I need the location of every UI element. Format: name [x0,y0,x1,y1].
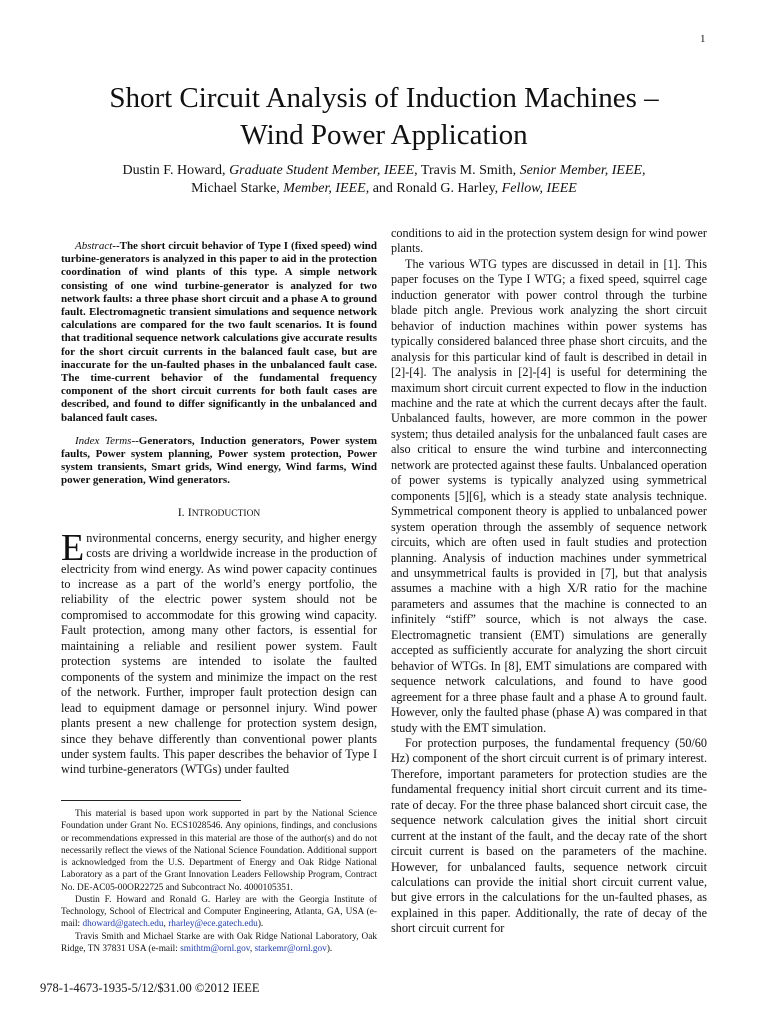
abstract [61,240,377,425]
author-affiliation: Member, IEEE [283,181,366,196]
author-list [40,162,728,198]
abstract-text: --The short circuit behavior of Type I (fixed speed) wind turbine-generators is analyzed in this paper to aid in the protection coordination of wind plants of this type. A simple network consisting of one wind turbine-generator is analyzed for two network faults: a three phase short circuit and a phase A to ground fault. Electromagnetic transient simulations and sequence network calculations are compared for the two fault scenarios. It is found that traditional sequence network calculations give accurate results for the short circuit currents in the balanced fault case, but are inaccurate for the un-faulted phases in the unbalanced fault case. The time-current behavior of the fundamental frequency component of the short circuit currents for both fault cases are described, and found to differ significantly in the unbalanced and balanced fault cases. [61,240,377,424]
email-link[interactable]: smithtm@ornl.gov [180,943,250,954]
introduction-paragraph [61,526,377,778]
title-line-1: Short Circuit Analysis of Induction Machines – [109,82,659,114]
author-name: Michael Starke, [191,181,284,196]
title-line-2: Wind Power Application [240,119,528,151]
author-name: , and Ronald G. Harley, [365,181,502,196]
body-paragraph-2: The various WTG types are discussed in detail in [1]. This paper focuses on the Type I WTG; a fixed speed, squirrel cage induction generator with power control through the turbine blade pitch angle. Previous work analyzing the short circuit behavior of induction machines within power systems has typically considered balanced three phase short circuits, and the analysis for this particular kind of fault is described in detail in [2]-[4]. The analysis in [2]-[4] is useful for determining the maximum short circuit current expected to flow in the induction machine and the rate at which the current decays after the fault. Unbalanced faults, however, are more common in the power system; thus detailed analysis for the unbalanced fault cases are also critical to ensure the wind turbine and interconnecting network are protected against these faults. Unbalanced operation of power systems is typically analyzed using symmetrical components [5][6], which is a steady state analysis technique. Symmetrical component theory is applied to unbalanced power system operation through the assembly of sequence network circuits, which are often used in fault studies and protection planning. Analysis of induction machines under symmetrical and unsymmetrical faults is provided in [7], but that analysis assumes a machine with a high X/R ratio for the machine parameters and assumes that the machine is connected to an infinitely “stiff” source, which is not always the case. Electromagnetic transient (EMT) simulations are generally accepted as sufficiently accurate for analyzing the short circuit behavior of WTGs. In [8], EMT simulations are compared with sequence network calculations, and found to have good agreement for a three phase fault and a phase A to ground fault. However, only the faulted phase (phase A) was compared in that study with the EMT simulation. [391,256,707,735]
abstract-label: Abstract [75,240,113,252]
index-terms-text: --Generators, Induction generators, Power system faults, Power system planning, Power system protection, Power system transients, Smart grids, Wind energy, Wind farms, Wind power generation, Wind generators. [61,434,377,487]
right-column [391,226,707,937]
author-line-2 [40,180,728,198]
author-line-1 [40,162,728,180]
affiliation-footnote-gatech: Dustin F. Howard and Ronald G. Harley are with the Georgia Institute of Technology, School of Electrical and Computer Engineering, Atlanta, GA, USA (e-mail: dhoward@gatech.edu, rharley@ece.gatech.edu). [61,894,377,930]
continued-paragraph: conditions to aid in the protection system design for wind power plants. [391,226,707,256]
email-link[interactable]: starkemr@ornl.gov [254,943,327,954]
affiliation-footnote-ornl: Travis Smith and Michael Starke are with Oak Ridge National Laboratory, Oak Ridge, TN 37831 USA (e-mail: smithtm@ornl.gov, starkemr@ornl.gov). [61,931,377,954]
index-terms-label: Index Terms [75,434,132,447]
drop-cap: E [61,526,85,569]
author-name: Dustin F. Howard, [122,163,230,178]
page-number: 1 [700,33,706,45]
copyright-notice: 978-1-4673-1935-5/12/$31.00 ©2012 IEEE [40,981,260,995]
introduction-text: nvironmental concerns, energy security, and higher energy costs are driving a worldwide increase in the production of electricity from wind energy. As wind power capacity continues to increase as a part of the world’s energy portfolio, the reliability of the electric power system should not be compromised to accommodate for this growing wind capacity. Fault protection, among many other factors, is essential for maintaining a reliable and resilient power system. Fault protection systems are intended to isolate the faulted components of the system and minimize the impact on the rest of the network. Further, improper fault protection design can lead to equipment damage or personnel injury. Wind power plants present a new challenge for protection system design, since they behave differently than conventional power plants under system faults. This paper describes the behavior of Type I wind turbine-generators (WTGs) under faulted [61,530,377,777]
paper-title [40,80,728,154]
left-column [61,240,377,778]
section-heading-introduction: I. INTRODUCTION [177,504,261,519]
author-affiliation: Senior Member, IEEE [519,163,643,178]
author-separator: , [642,163,646,178]
author-affiliation: Graduate Student Member, IEEE [229,163,415,178]
email-link[interactable]: rharley@ece.gatech.edu [168,919,258,930]
author-affiliation: Fellow, IEEE [501,181,577,196]
footnote-divider [61,800,241,801]
funding-footnote: This material is based upon work supported in part by the National Science Foundation under Grant No. ECS1028546. Any opinions, findings, and conclusions or recommendations expressed in this material are those of the author(s) and do not necessarily reflect the views of the National Science Foundation. Additional support is acknowledged from the U.S. Department of Energy and Oak Ridge National Laboratory as a part of the Grant Innovation Leaders Fellowship Program, Contract No. DE-AC05-00OR22725 and Subcontract No. 4000105351. [61,809,377,893]
index-terms [61,435,377,488]
email-link[interactable]: dhoward@gatech.edu [82,919,164,930]
body-paragraph-3: For protection purposes, the fundamental frequency (50/60 Hz) component of the short circuit current is of primary interest. Therefore, important parameters for protection studies are the fundamental frequency initial short circuit current and its time-rate of decay. For the three phase balanced short circuit case, the sequence network calculation gives the initial short circuit current at the instant of the fault, and the decay rate of the short circuit current is based on the parameters of the machine. However, for unbalanced faults, sequence network circuit calculations can provide the initial short circuit current value, but give errors in the calculations for the un-faulted phases, as explained in this paper. Additionally, the rate of decay of the short circuit current for [391,735,707,936]
footnotes [61,808,377,955]
author-name: , Travis M. Smith, [414,163,520,178]
